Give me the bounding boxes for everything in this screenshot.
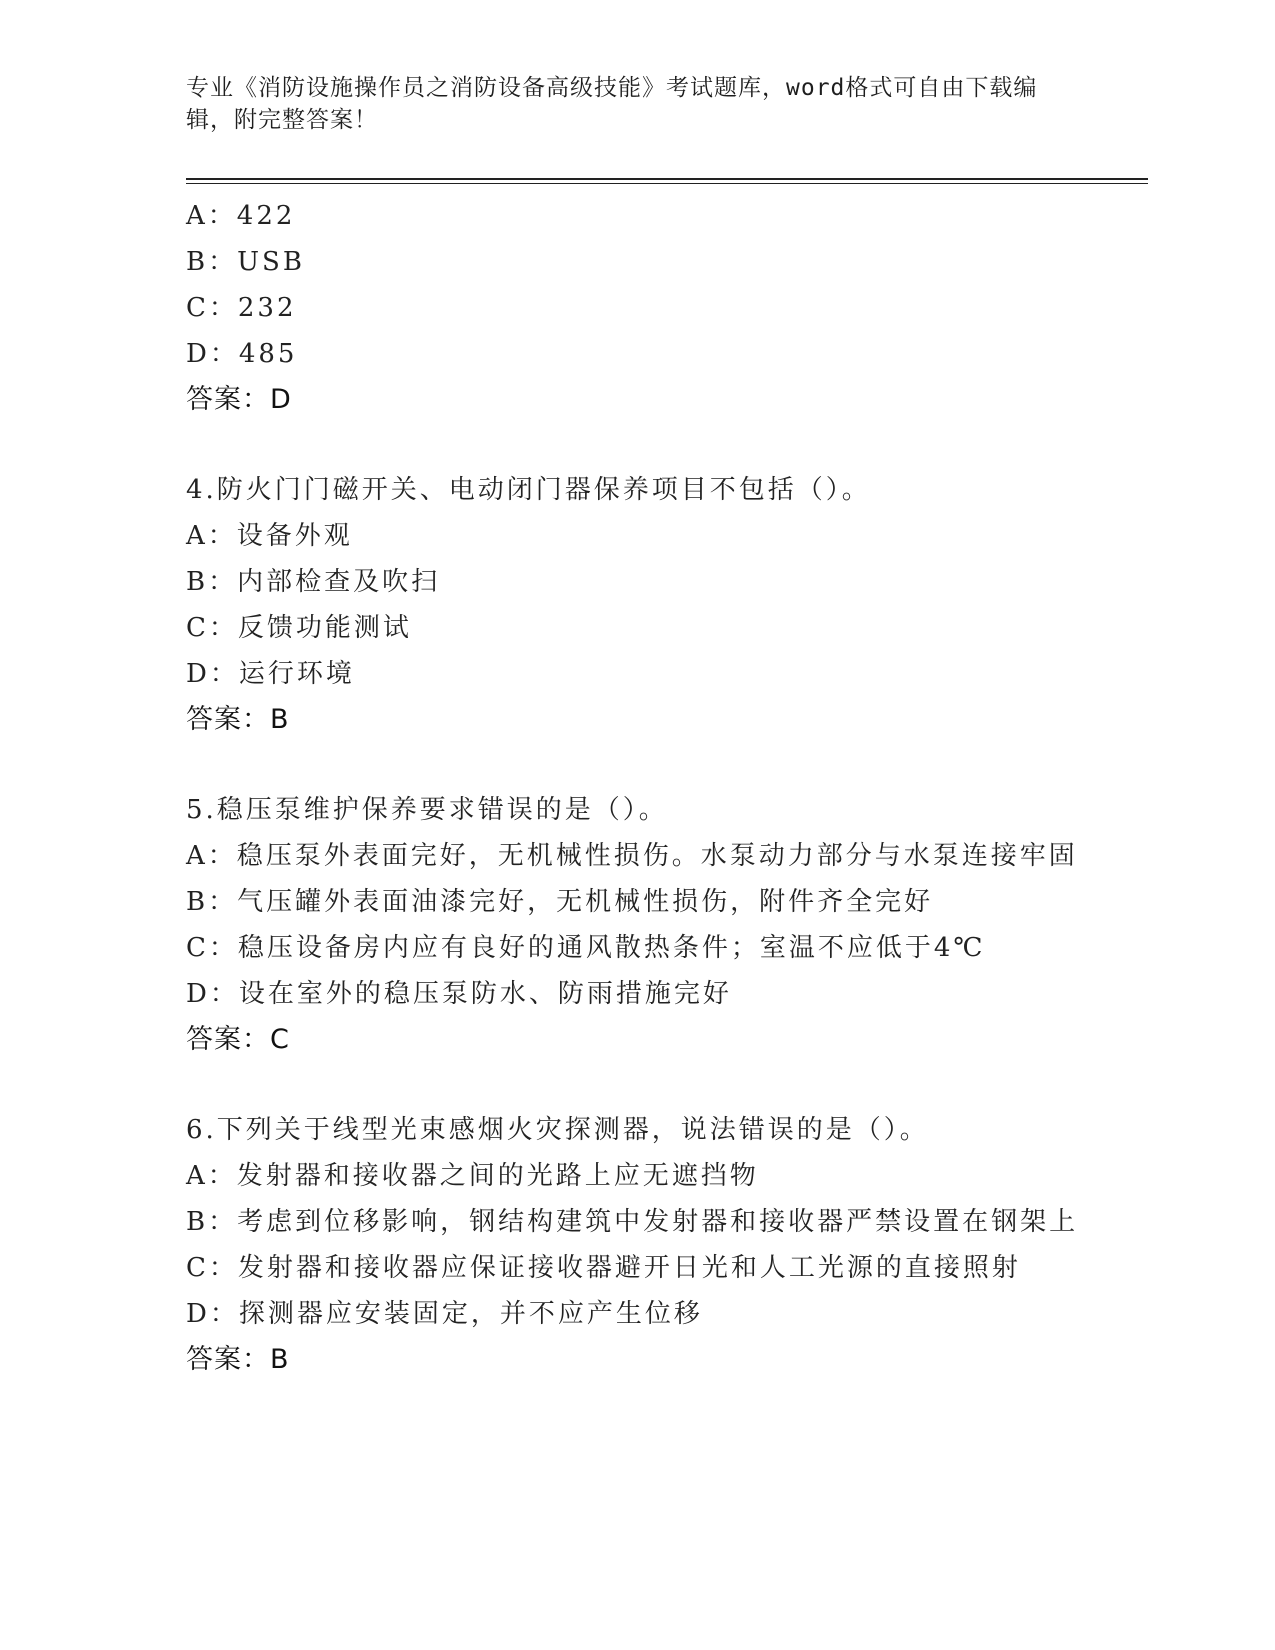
question-3-continued — [186, 193, 1148, 423]
option-d: D：运行环境 — [186, 659, 355, 689]
question-list — [186, 193, 1148, 1383]
option-a: A：422 — [186, 201, 296, 231]
document-header-note — [186, 72, 1066, 136]
option-a: A：设备外观 — [186, 521, 353, 551]
answer: 答案：D — [186, 384, 292, 415]
option-b: B：考虑到位移影响，钢结构建筑中发射器和接收器严禁设置在钢架上 — [186, 1207, 1079, 1237]
header-line-1: 专业《消防设施操作员之消防设备高级技能》考试题库，word格式可自由下载编 — [186, 75, 1038, 101]
option-d: D：探测器应安装固定，并不应产生位移 — [186, 1299, 703, 1329]
option-b: B：气压罐外表面油漆完好，无机械性损伤，附件齐全完好 — [186, 887, 934, 917]
option-c: C：反馈功能测试 — [186, 613, 412, 643]
header-line-2: 辑，附完整答案！ — [186, 107, 378, 133]
answer: 答案：C — [186, 1024, 290, 1055]
question-stem: 5.稳压泵维护保养要求错误的是（）。 — [186, 795, 668, 825]
question-stem: 6.下列关于线型光束感烟火灾探测器，说法错误的是（）。 — [186, 1115, 929, 1145]
answer: 答案：B — [186, 1344, 290, 1375]
question-5 — [186, 787, 1148, 1063]
option-c: C：232 — [186, 293, 297, 323]
option-b: B：USB — [186, 247, 305, 277]
question-4 — [186, 467, 1148, 743]
question-stem: 4.防火门门磁开关、电动闭门器保养项目不包括（）。 — [186, 475, 871, 505]
option-d: D：设在室外的稳压泵防水、防雨措施完好 — [186, 979, 732, 1009]
question-6 — [186, 1107, 1148, 1383]
header-divider-thin — [186, 183, 1148, 184]
option-c: C：发射器和接收器应保证接收器避开日光和人工光源的直接照射 — [186, 1253, 1021, 1283]
option-d: D：485 — [186, 339, 298, 369]
header-divider-thick — [186, 178, 1148, 180]
option-a: A：发射器和接收器之间的光路上应无遮挡物 — [186, 1161, 759, 1191]
option-a: A：稳压泵外表面完好，无机械性损伤。水泵动力部分与水泵连接牢固 — [186, 841, 1078, 871]
answer: 答案：B — [186, 704, 290, 735]
option-c: C：稳压设备房内应有良好的通风散热条件；室温不应低于4℃ — [186, 933, 986, 963]
option-b: B：内部检查及吹扫 — [186, 567, 441, 597]
